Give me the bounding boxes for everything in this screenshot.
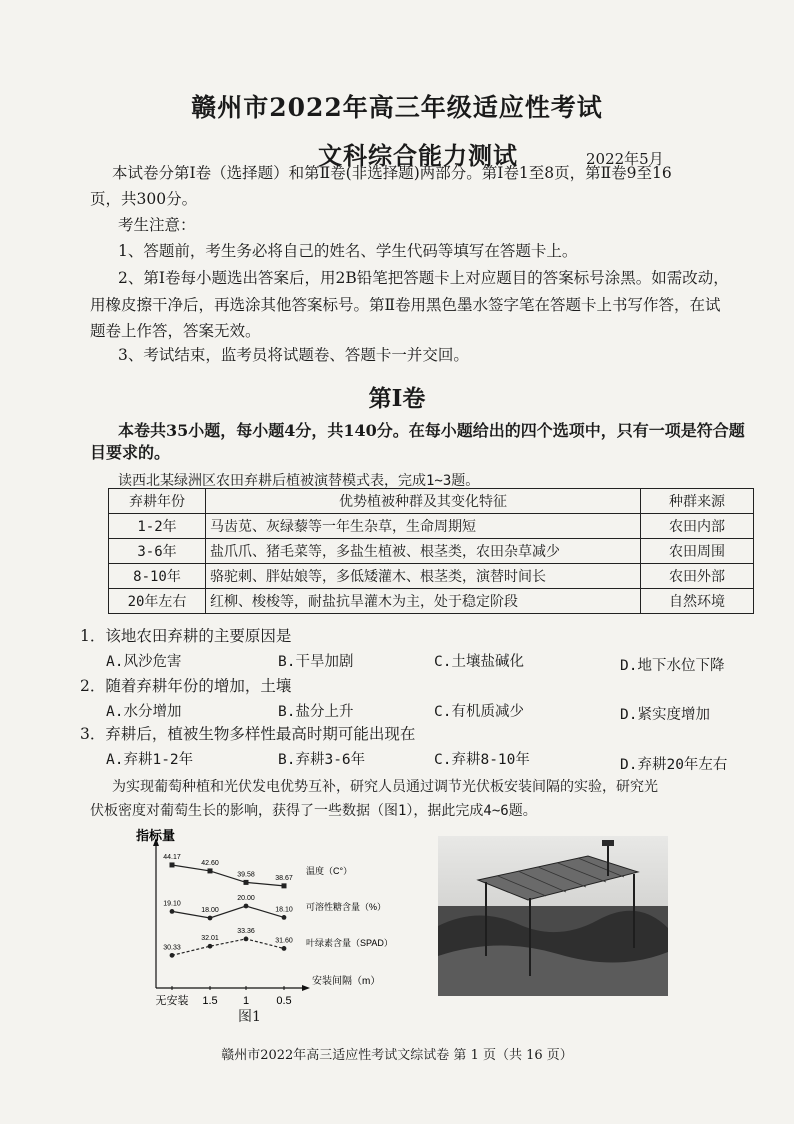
data-label: 42.60 (201, 859, 219, 867)
section-intro: 本卷共35小题，每小题4分，共140分。在每小题给出的四个选项中，只有一项是符合题 (118, 421, 745, 440)
data-label: 38.67 (275, 874, 293, 882)
table-header: 优势植被种群及其变化特征 (206, 489, 641, 514)
data-point (244, 904, 249, 909)
q2-option-d: D.紧实度增加 (620, 707, 710, 723)
series-line (172, 939, 284, 956)
x-tick-label: 1.5 (202, 995, 218, 1007)
data-point (170, 953, 175, 958)
vineyard-pv-photo (438, 836, 668, 996)
data-label: 18.10 (275, 906, 293, 914)
table-cell: 盐爪爪、猪毛菜等，多盐生植被、根茎类，农田杂草减少 (206, 539, 641, 564)
page-footer: 赣州市2022年高三适应性考试文综试卷 第 1 页（共 16 页） (221, 1048, 573, 1063)
table-cell: 自然环境 (641, 589, 754, 614)
data-label: 20.00 (237, 895, 255, 902)
x-tick-label: 1 (242, 995, 250, 1007)
legend-entry: 可溶性糖含量（%） (306, 902, 387, 912)
question-2-stem: 2．随着弃耕年份的增加，土壤 (80, 677, 292, 695)
data-label: 32.01 (201, 935, 219, 943)
table-row (109, 589, 754, 614)
q3-option-a: A.弃耕1-2年 (106, 752, 194, 768)
section-title: 第Ⅰ卷 (368, 385, 426, 412)
instructions-line: 本试卷分第Ⅰ卷（选择题）和第Ⅱ卷(非选择题)两部分。第Ⅰ卷1至8页，第Ⅱ卷9至16 (112, 164, 672, 182)
x-tick-labels (156, 986, 292, 1007)
q1-option-d: D.地下水位下降 (620, 658, 725, 674)
q2-option-b: B.盐分上升 (278, 704, 354, 720)
data-point (208, 944, 213, 949)
table-header: 种群来源 (641, 489, 754, 514)
data-point (170, 909, 175, 914)
exam-date: 2022年5月 (586, 150, 664, 168)
x-tick-label: 0.5 (276, 995, 292, 1007)
question-1-stem: 1．该地农田弃耕的主要原因是 (80, 627, 292, 645)
q1-option-b: B.干旱加剧 (278, 654, 354, 670)
x-axis-arrow (302, 985, 310, 991)
legend-entry: 温度（C°） (306, 866, 353, 876)
series-line (172, 865, 284, 886)
x-tick-label: 无安装 (155, 995, 189, 1007)
sensor-box (602, 840, 614, 846)
succession-table (108, 488, 754, 614)
q2-option-c: C.有机质减少 (434, 704, 524, 720)
instructions-line: 页，共300分。 (90, 190, 198, 208)
q1-option-a: A.风沙危害 (106, 654, 182, 670)
data-point (208, 868, 213, 873)
notice-item-2-cont: 用橡皮擦干净后，再选涂其他答案标号。第Ⅱ卷用黑色墨水签字笔在答题卡上书写作答，在试 (90, 296, 721, 314)
y-axis-label: 指标量 (136, 828, 176, 843)
table-cell: 8-10年 (109, 564, 206, 589)
table-row (109, 564, 754, 589)
table-cell: 农田内部 (641, 514, 754, 539)
exam-title: 赣州市2022年高三年级适应性考试 (191, 93, 603, 122)
q3-option-d: D.弃耕20年左右 (620, 757, 728, 773)
table-cell: 骆驼刺、胖姑娘等，多低矮灌木、根茎类，演替时间长 (206, 564, 641, 589)
table-cell: 1-2年 (109, 514, 206, 539)
notice-item-1: 1、答题前，考生务必将自己的姓名、学生代码等填写在答题卡上。 (118, 242, 578, 260)
data-label: 31.60 (275, 937, 293, 945)
table-cell: 农田周围 (641, 539, 754, 564)
data-label: 19.10 (163, 900, 181, 908)
notice-item-3: 3、考试结束，监考员将试题卷、答题卡一并交回。 (118, 346, 469, 364)
data-label: 30.33 (163, 944, 181, 952)
series-line (172, 906, 284, 918)
table-cell: 红柳、梭梭等，耐盐抗旱灌木为主，处于稳定阶段 (206, 589, 641, 614)
figure-caption: 图1 (238, 1009, 261, 1025)
chart-series (163, 854, 393, 958)
legend-entry: 叶绿素含量（SPAD） (306, 938, 393, 948)
figure-lead-cont: 伏板密度对葡萄生长的影响，获得了一些数据（图1），据此完成4~6题。 (90, 803, 537, 819)
data-label: 44.17 (163, 853, 181, 861)
q2-option-a: A.水分增加 (106, 704, 182, 720)
table-cell: 马齿苋、灰绿藜等一年生杂草，生命周期短 (206, 514, 641, 539)
notice-item-2: 2、第Ⅰ卷每小题选出答案后，用2B铅笔把答题卡上对应题目的答案标号涂黑。如需改动， (118, 269, 729, 287)
data-point (208, 916, 213, 921)
table-cell: 农田外部 (641, 564, 754, 589)
question-3-stem: 3．弃耕后，植被生物多样性最高时期可能出现在 (80, 725, 416, 743)
data-point (282, 915, 287, 920)
table-cell: 20年左右 (109, 589, 206, 614)
data-point (282, 883, 287, 888)
table-lead: 读西北某绿洲区农田弃耕后植被演替模式表，完成1~3题。 (118, 473, 480, 489)
data-label: 33.36 (237, 927, 255, 935)
table-row (109, 539, 754, 564)
data-point (244, 937, 249, 942)
data-label: 18.00 (201, 907, 219, 914)
section-intro-cont: 目要求的。 (90, 443, 171, 462)
figure-lead: 为实现葡萄种植和光伏发电优势互补，研究人员通过调节光伏板安装间隔的实验，研究光 (112, 779, 658, 795)
notice-heading: 考生注意： (118, 216, 196, 234)
x-axis-label: 安装间隔（m） (312, 976, 381, 987)
table-header-row (109, 489, 754, 514)
data-point (244, 880, 249, 885)
table-header: 弃耕年份 (109, 489, 206, 514)
data-point (282, 946, 287, 951)
exam-subtitle: 文科综合能力测试 (318, 141, 518, 170)
q1-option-c: C.土壤盐碱化 (434, 654, 524, 670)
table-row (109, 514, 754, 539)
table-cell: 3-6年 (109, 539, 206, 564)
q3-option-c: C.弃耕8-10年 (434, 752, 530, 768)
figure-1-chart (136, 826, 420, 1026)
notice-item-2-cont: 题卷上作答，答案无效。 (90, 322, 261, 340)
data-point (170, 862, 175, 867)
data-label: 39.58 (237, 871, 255, 879)
q3-option-b: B.弃耕3-6年 (278, 752, 366, 768)
